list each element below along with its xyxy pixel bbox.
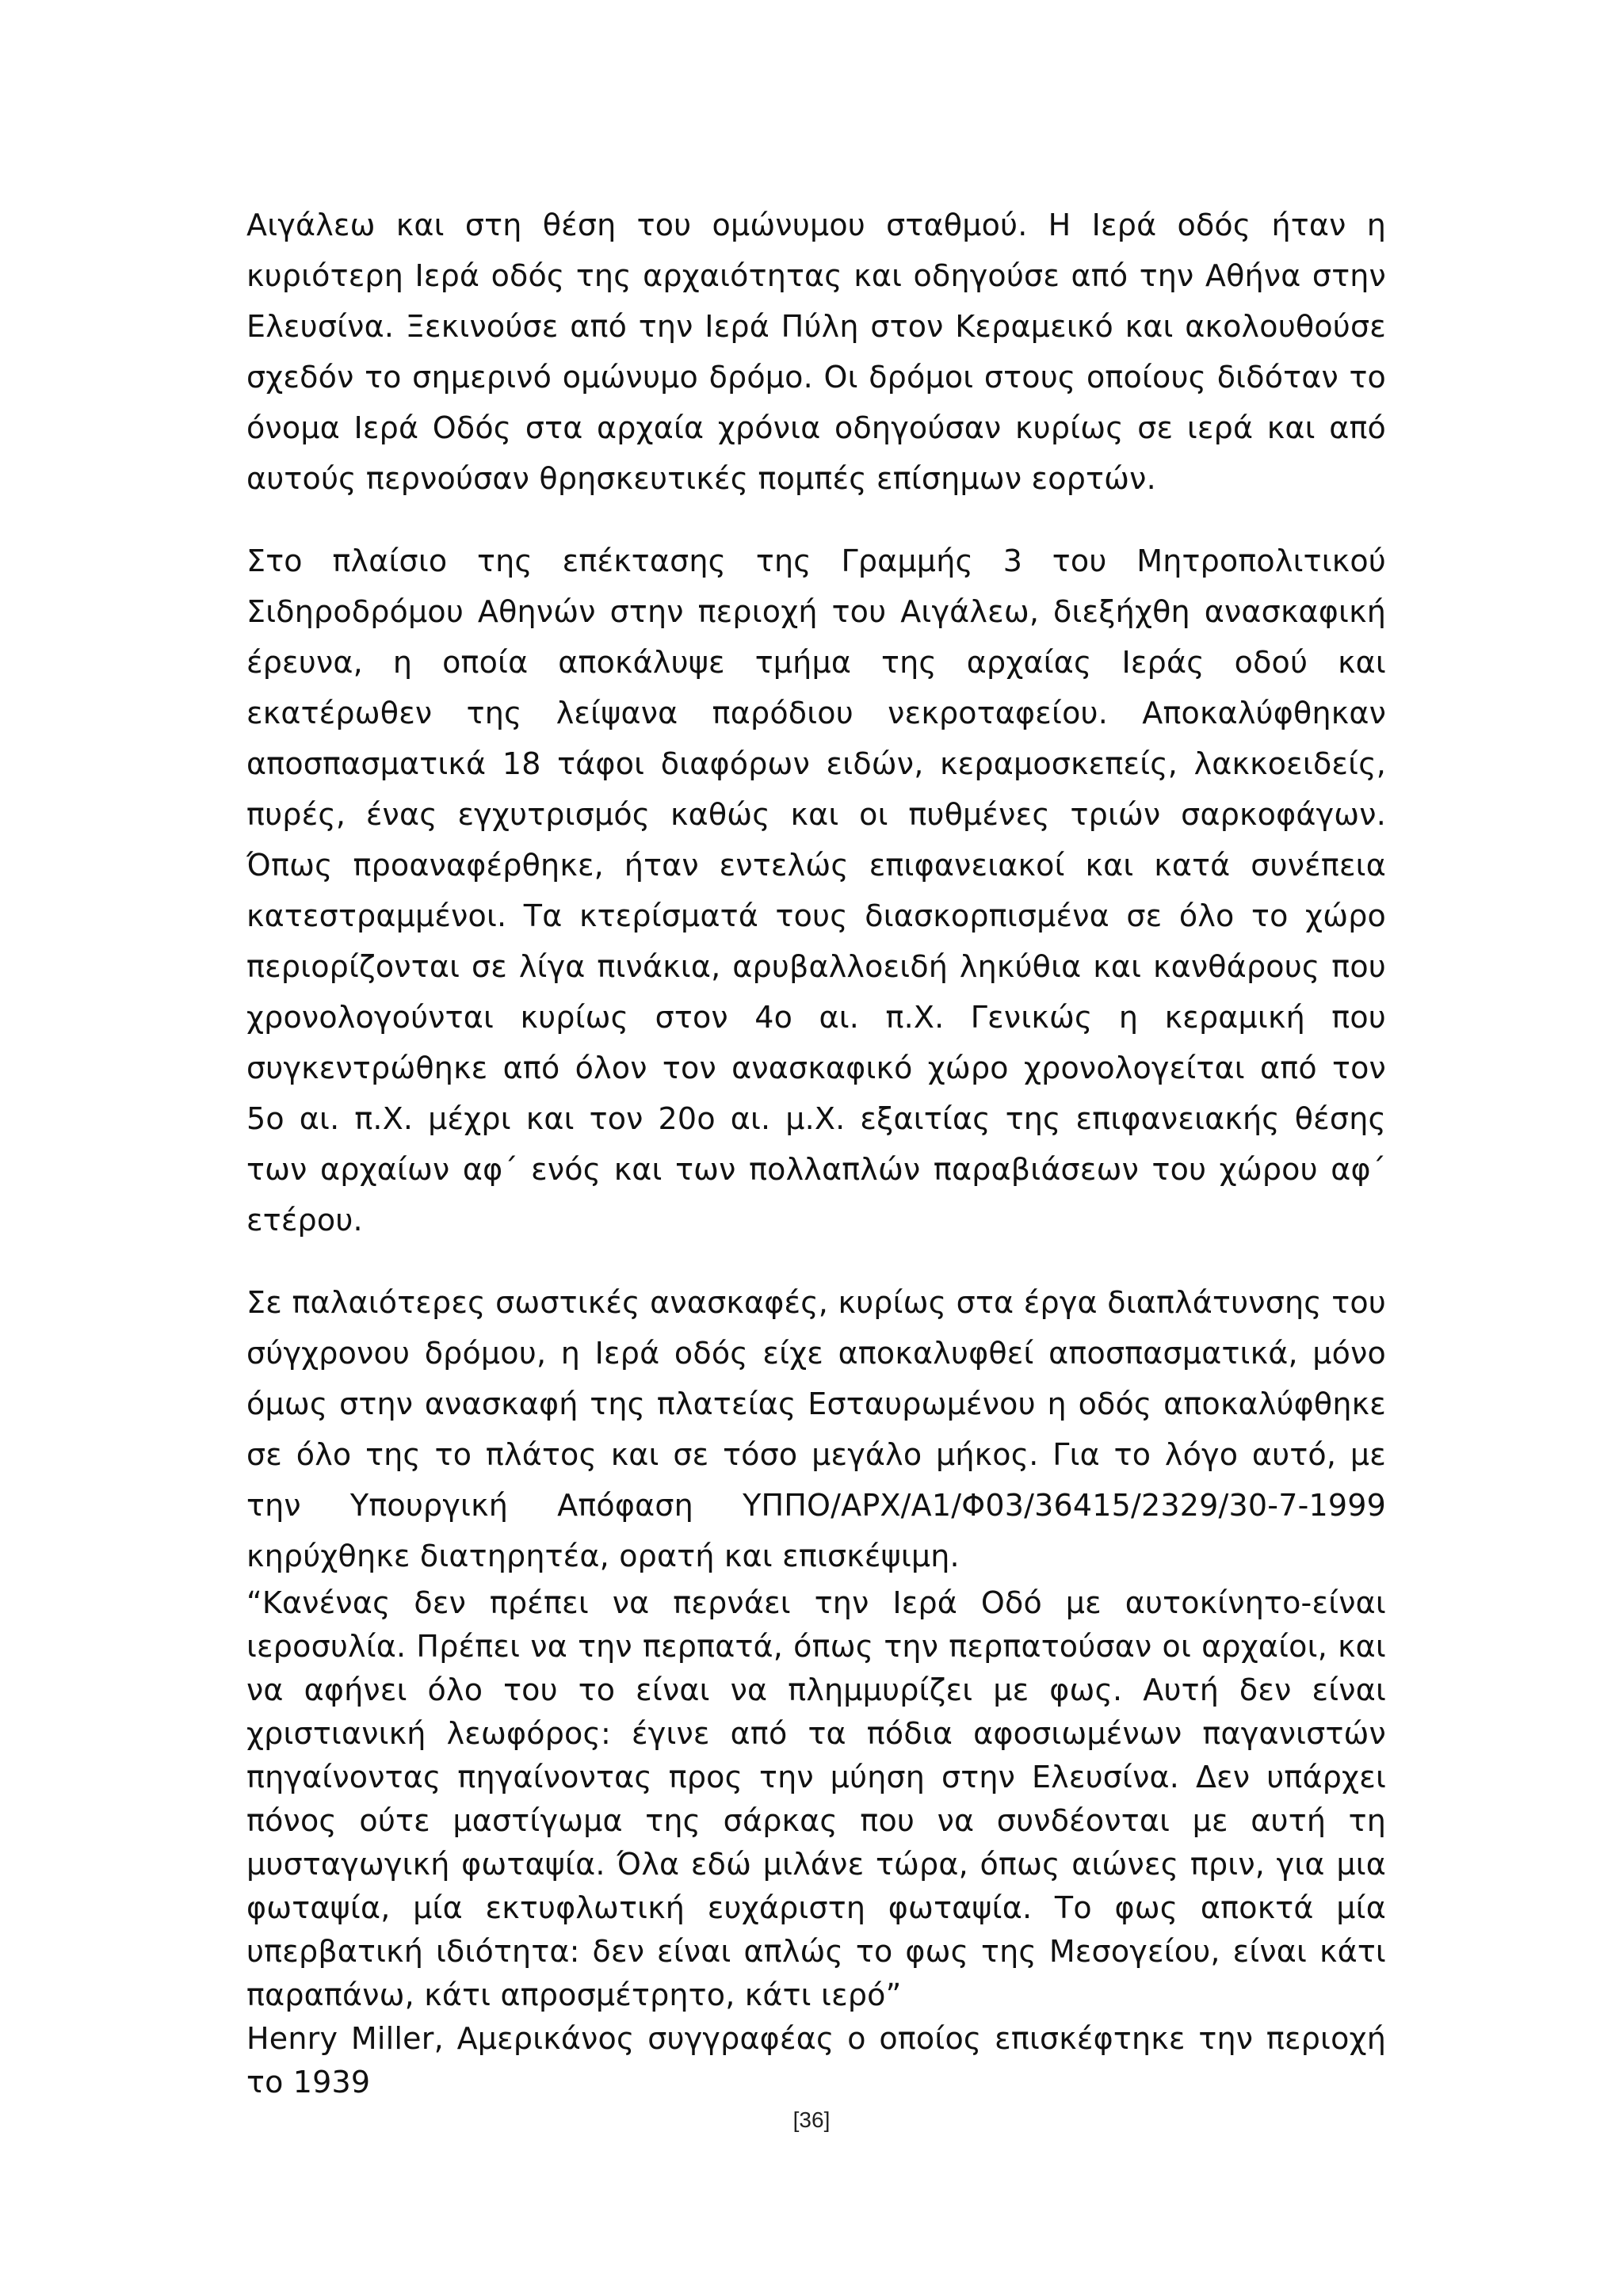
paragraph-earlier-excavations: Σε παλαιότερες σωστικές ανασκαφές, κυρίως στα έργα διαπλάτυνσης του σύγχρονου δρόμου, η Ιερά οδός είχε αποκαλυφθεί αποσπασματικά, μόνο όμως στην ανασκαφή της πλατείας Εσταυρωμένου η οδός αποκαλύφθηκε σε όλο της το πλάτος και σε τόσο μεγάλο μήκος. Για το λόγο αυτό, με την Υπουργική Απόφαση ΥΠΠΟ/ΑΡΧ/Α1/Φ03/36415/2329/30-7-1999 κηρύχθηκε διατηρητέα, ορατή και επισκέψιμη. [246,1285,1386,1573]
paragraph-iera-odos-intro: Αιγάλεω και στη θέση του ομώνυμου σταθμού. Η Ιερά οδός ήταν η κυριότερη Ιερά οδός της αρχαιότητας και οδηγούσε από την Αθήνα στην Ελευσίνα. Ξεκινούσε από την Ιερά Πύλη στον Κεραμεικό και ακολουθούσε σχεδόν το σημερινό ομώνυμο δρόμο. Οι δρόμοι στους οποίους διδόταν το όνομα Ιερά Οδός στα αρχαία χρόνια οδηγούσαν κυρίως σε ιερά και από αυτούς περνούσαν θρησκευτικές πομπές επίσημων εορτών. [246,208,1386,496]
document-body [246,200,1386,2104]
henry-miller-quote: “Κανένας δεν πρέπει να περνάει την Ιερά Οδό με αυτοκίνητο-είναι ιεροσυλία. Πρέπει να την περπατά, όπως την περπατούσαν οι αρχαίοι, και να αφήνει όλο του το είναι να πλημμυρίζει με φως. Αυτή δεν είναι χριστιανική λεωφόρος: έγινε από τα πόδια αφοσιωμένων παγανιστών πηγαίνοντας πηγαίνοντας προς την μύηση στην Ελευσίνα. Δεν υπάρχει πόνος ούτε μαστίγωμα της σάρκας που να συνδέονται με αυτή τη μυσταγωγική φωταψία. Όλα εδώ μιλάνε τώρα, όπως αιώνες πριν, για μια φωταψία, μία εκτυφλωτική ευχάριστη φωταψία. Το φως αποκτά μία υπερβατική ιδιότητα: δεν είναι απλώς το φως της Μεσογείου, είναι κάτι παραπάνω, κάτι απροσμέτρητο, κάτι ιερό” [246,1585,1386,2012]
page-number: [36] [792,2107,831,2132]
paragraph-excavation-metro: Στο πλαίσιο της επέκτασης της Γραμμής 3 του Μητροπολιτικού Σιδηροδρόμου Αθηνών στην περιοχή του Αιγάλεω, διεξήχθη ανασκαφική έρευνα, η οποία αποκάλυψε τμήμα της αρχαίας Ιεράς οδού και εκατέρωθεν της λείψανα παρόδιου νεκροταφείου. Αποκαλύφθηκαν αποσπασματικά 18 τάφοι διαφόρων ειδών, κεραμοσκεπείς, λακκοειδείς, πυρές, ένας εγχυτρισμός καθώς και οι πυθμένες τριών σαρκοφάγων. Όπως προαναφέρθηκε, ήταν εντελώς επιφανειακοί και κατά συνέπεια κατεστραμμένοι. Τα κτερίσματά τους διασκορπισμένα σε όλο το χώρο περιορίζονται σε λίγα πινάκια, αρυβαλλοειδή ληκύθια και κανθάρους που χρονολογούνται κυρίως στον 4ο αι. π.Χ. Γενικώς η κεραμική που συγκεντρώθηκε από όλον τον ανασκαφικό χώρο χρονολογείται από τον 5ο αι. π.Χ. μέχρι και τον 20ο αι. μ.Χ. εξαιτίας της επιφανειακής θέσης των αρχαίων αφ΄ ενός και των πολλαπλών παραβιάσεων του χώρου αφ΄ ετέρου. [246,543,1386,1238]
quote-attribution: Henry Miller, Αμερικάνος συγγραφέας ο οποίος επισκέφτηκε την περιοχή το 1939 [246,2021,1386,2100]
